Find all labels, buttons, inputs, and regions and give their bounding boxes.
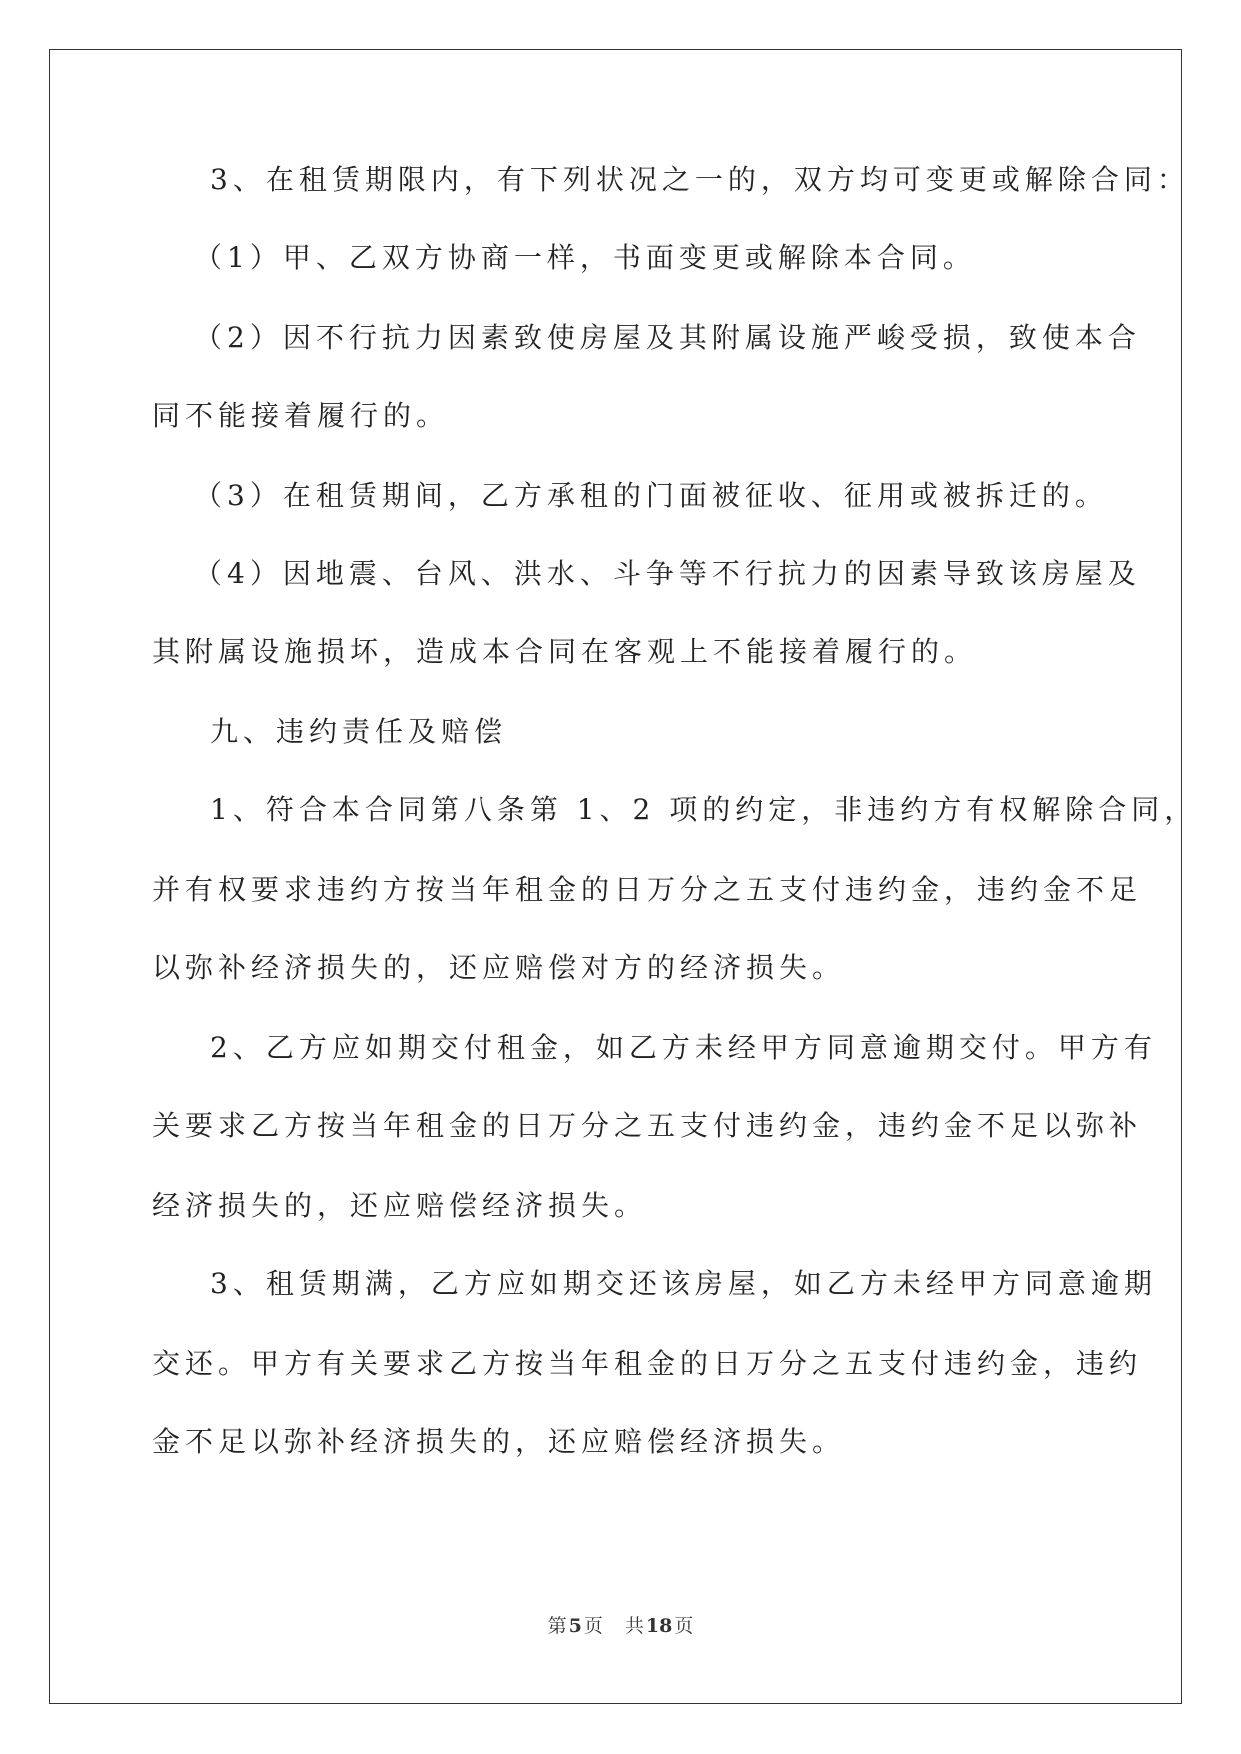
- text-line: 2、乙方应如期交付租金，如乙方未经甲方同意逾期交付。甲方有: [210, 1031, 1157, 1064]
- text-line: （2）因不行抗力因素致使房屋及其附属设施严峻受损，致使本合: [194, 321, 1141, 354]
- text-line: 并有权要求违约方按当年租金的日万分之五支付违约金，违约金不足: [152, 873, 1143, 906]
- text-line: 以弥补经济损失的，还应赔偿对方的经济损失。: [152, 951, 846, 984]
- text-line: （1）甲、乙双方协商一样，书面变更或解除本合同。: [194, 241, 976, 274]
- text-line: 1、符合本合同第八条第 1、2 项的约定，非违约方有权解除合同，: [210, 793, 1198, 826]
- text-line: 同不能接着履行的。: [152, 399, 450, 432]
- text-line: 其附属设施损坏，造成本合同在客观上不能接着履行的。: [152, 635, 978, 668]
- page-number: 5: [568, 1615, 582, 1637]
- total-suffix: 页: [674, 1615, 694, 1637]
- page-prefix: 第: [547, 1615, 567, 1637]
- total-pages: 18: [645, 1615, 673, 1637]
- text-line: 交还。甲方有关要求乙方按当年租金的日万分之五支付违约金，违约: [152, 1347, 1143, 1380]
- page-suffix: 页: [583, 1615, 603, 1637]
- section-heading: 九、违约责任及赔偿: [210, 715, 508, 748]
- text-line: 金不足以弥补经济损失的，还应赔偿经济损失。: [152, 1425, 846, 1458]
- text-line: 3、在租赁期限内，有下列状况之一的，双方均可变更或解除合同：: [210, 163, 1190, 196]
- text-line: （3）在租赁期间，乙方承租的门面被征收、征用或被拆迁的。: [194, 479, 1108, 512]
- page-footer: [0, 1611, 1241, 1638]
- total-prefix: 共: [624, 1615, 644, 1637]
- text-line: （4）因地震、台风、洪水、斗争等不行抗力的因素导致该房屋及: [194, 557, 1141, 590]
- text-line: 关要求乙方按当年租金的日万分之五支付违约金，违约金不足以弥补: [152, 1109, 1143, 1142]
- text-line: 经济损失的，还应赔偿经济损失。: [152, 1189, 648, 1222]
- text-line: 3、租赁期满，乙方应如期交还该房屋，如乙方未经甲方同意逾期: [210, 1267, 1157, 1300]
